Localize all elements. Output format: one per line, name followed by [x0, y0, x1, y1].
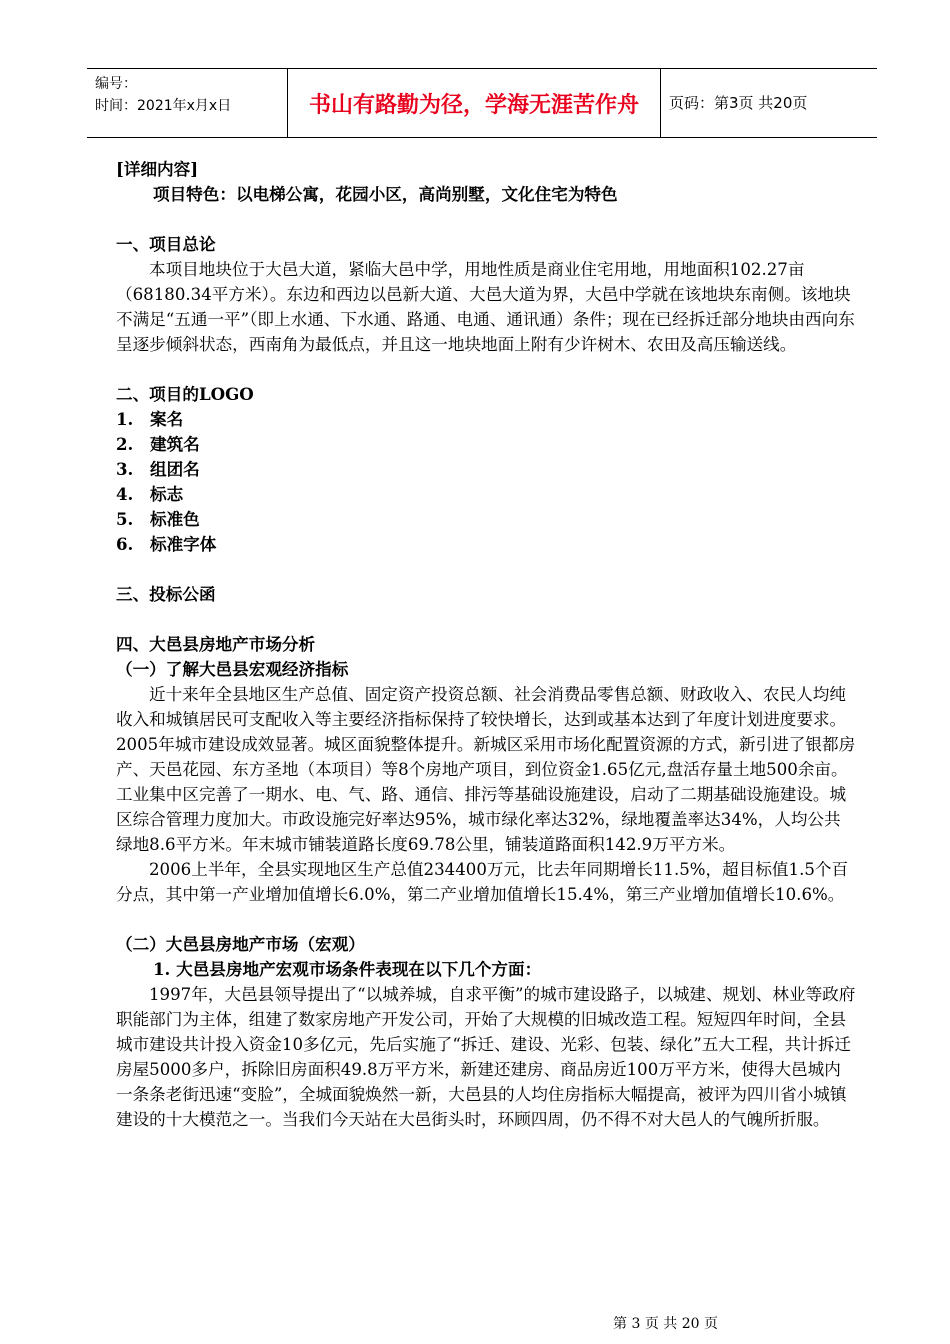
document-body [116, 157, 856, 1132]
list-item: 1. 案名 [116, 409, 184, 429]
list-item: 4. 标志 [116, 484, 184, 504]
list-item: 6. 标准字体 [116, 534, 217, 554]
project-feature: 项目特色：以电梯公寓，花园小区，高尚别墅，文化住宅为特色 [153, 184, 618, 204]
list-item: 2. 建筑名 [116, 434, 200, 454]
header-motto: 书山有路勤为径，学海无涯苦作舟 [287, 69, 661, 137]
section-4-title: 四、大邑县房地产市场分析 [116, 634, 316, 654]
header-time: 时间：2021年x月x日 [95, 98, 232, 114]
section-4-paragraph-2: 2006上半年，全县实现地区生产总值234400万元，比去年同期增长11.5%，超目标值1.5个百分点，其中第一产业增加值增长6.0%，第二产业增加值增长15.4%，第三产业增加值增长10.6%。 [116, 860, 849, 904]
section-1-title: 一、项目总论 [116, 234, 216, 254]
section-4-subtitle-2: （二）大邑县房地产市场（宏观） [116, 934, 365, 954]
list-item: 5. 标准色 [116, 509, 200, 529]
header-page-number: 页码：第3页 共20页 [669, 94, 808, 112]
list-item: 3. 组团名 [116, 459, 200, 479]
header-meta [95, 73, 231, 117]
logo-list [116, 407, 856, 557]
section-4-item-1: 1. 大邑县房地产宏观市场条件表现在以下几个方面： [153, 959, 542, 979]
section-1-paragraph: 本项目地块位于大邑大道，紧临大邑中学，用地性质是商业住宅用地，用地面积102.27亩（68180.34平方米）。东边和西边以邑新大道、大邑大道为界，大邑中学就在该地块东南侧。该地块不满足“五通一平”（即上水通、下水通、路通、电通、通讯通）条件；现在已经拆迁部分地块由西向东呈逐步倾斜状态，西南角为最低点，并且这一地块地面上附有少许树木、农田及高压输送线。 [116, 260, 855, 354]
page-header [87, 68, 877, 138]
footer-page-number: 第 3 页 共 20 页 [613, 1316, 718, 1332]
section-2-title: 二、项目的LOGO [116, 384, 254, 404]
section-3-title: 三、投标公函 [116, 584, 216, 604]
section-4-subtitle-1: （一）了解大邑县宏观经济指标 [116, 659, 349, 679]
detail-title: [详细内容] [116, 159, 199, 179]
header-number: 编号： [95, 76, 137, 92]
page-footer [0, 1313, 950, 1333]
section-4-paragraph-1: 近十来年全县地区生产总值、固定资产投资总额、社会消费品零售总额、财政收入、农民人均纯收入和城镇居民可支配收入等主要经济指标保持了较快增长，达到或基本达到了年度计划进度要求。2005年城市建设成效显著。城区面貌整体提升。新城区采用市场化配置资源的方式，新引进了银都房产、天邑花园、东方圣地（本项目）等8个房地产项目，到位资金1.65亿元,盘活存量土地500余亩。工业集中区完善了一期水、电、气、路、通信、排污等基础设施建设，启动了二期基础设施建设。城区综合管理力度加大。市政设施完好率达95%，城市绿化率达32%，绿地覆盖率达34%，人均公共绿地8.6平方米。年末城市铺装道路长度69.78公里，铺装道路面积142.9万平方米。 [116, 685, 856, 854]
section-4-paragraph-3: 1997年，大邑县领导提出了“以城养城，自求平衡”的城市建设路子，以城建、规划、林业等政府职能部门为主体，组建了数家房地产开发公司，开始了大规模的旧城改造工程。短短四年时间，全县城市建设共计投入资金10多亿元，先后实施了“拆迁、建设、光彩、包装、绿化”五大工程，共计拆迁房屋5000多户，拆除旧房面积49.8万平方米，新建还建房、商品房近100万平方米，使得大邑城内一条条老街迅速“变脸”，全城面貌焕然一新，大邑县的人均住房指标大幅提高，被评为四川省小城镇建设的十大模范之一。当我们今天站在大邑街头时，环顾四周，仍不得不对大邑人的气魄所折服。 [116, 985, 856, 1129]
